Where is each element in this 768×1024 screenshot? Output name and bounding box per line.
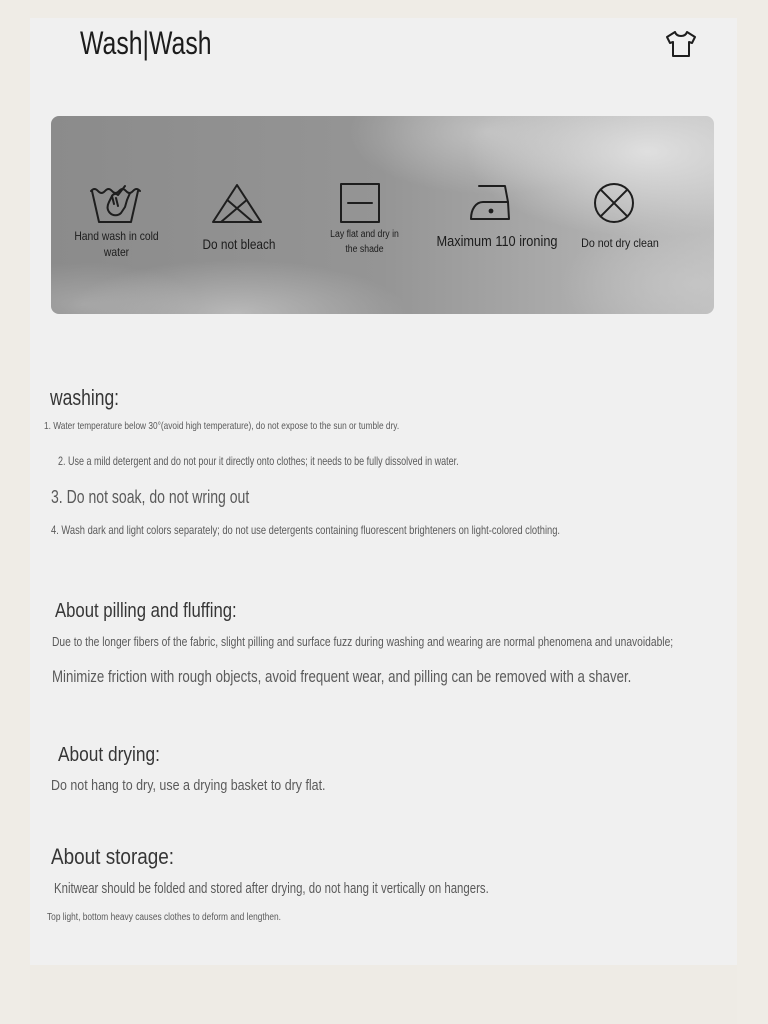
section-heading-drying: About drying: — [58, 744, 160, 766]
pilling-note-2: Minimize friction with rough objects, avoid frequent wear, and pilling can be removed with a shaver. — [52, 666, 632, 686]
section-heading-storage: About storage: — [51, 844, 175, 869]
care-label-hand-wash: Hand wash in cold water — [73, 229, 159, 259]
care-label-ironing: Maximum 110 ironing — [436, 233, 558, 250]
care-symbol-do-not-dry-clean — [560, 176, 680, 276]
care-symbol-dry-flat — [304, 176, 424, 276]
do-not-bleach-icon — [211, 182, 263, 224]
washing-instruction-2: 2. Use a mild detergent and do not pour it directly onto clothes; it needs to be fully dissolved in water. — [58, 455, 459, 469]
care-label-do-not-dry-clean: Do not dry clean — [581, 236, 659, 250]
care-label-dry-flat: Lay flat and dry in the shade — [329, 228, 399, 255]
hand-wash-icon — [88, 182, 142, 224]
do-not-dry-clean-icon — [593, 182, 635, 224]
storage-note-2: Top light, bottom heavy causes clothes to deform and lengthen. — [47, 912, 281, 923]
tshirt-icon — [665, 30, 697, 58]
section-heading-pilling: About pilling and fluffing: — [55, 600, 237, 622]
care-symbol-ironing — [437, 176, 557, 276]
drying-note-1: Do not hang to dry, use a drying basket to dry flat. — [51, 776, 326, 794]
washing-instruction-3: 3. Do not soak, do not wring out — [51, 487, 250, 507]
footer-band — [30, 965, 737, 1024]
care-symbol-do-not-bleach — [179, 176, 299, 276]
washing-instruction-4: 4. Wash dark and light colors separately; do not use detergents containing fluorescent brighteners on light-colored clothing. — [51, 523, 561, 537]
storage-note-1: Knitwear should be folded and stored after drying, do not hang it vertically on hangers. — [54, 879, 489, 897]
pilling-note-1: Due to the longer fibers of the fabric, slight pilling and surface fuzz during washing and wearing are normal phenomena and unavoidable; — [52, 633, 674, 649]
dry-flat-in-shade-icon — [339, 182, 381, 224]
washing-instruction-1: 1. Water temperature below 30°(avoid high temperature), do not expose to the sun or tumble dry. — [44, 419, 400, 432]
brand-title: Wash|Wash — [80, 25, 212, 61]
care-symbol-hand-wash — [56, 176, 176, 276]
iron-low-heat-icon — [467, 182, 513, 222]
care-label-do-not-bleach: Do not bleach — [202, 236, 276, 252]
care-symbols-banner — [51, 116, 714, 314]
section-heading-washing: washing: — [50, 385, 120, 410]
